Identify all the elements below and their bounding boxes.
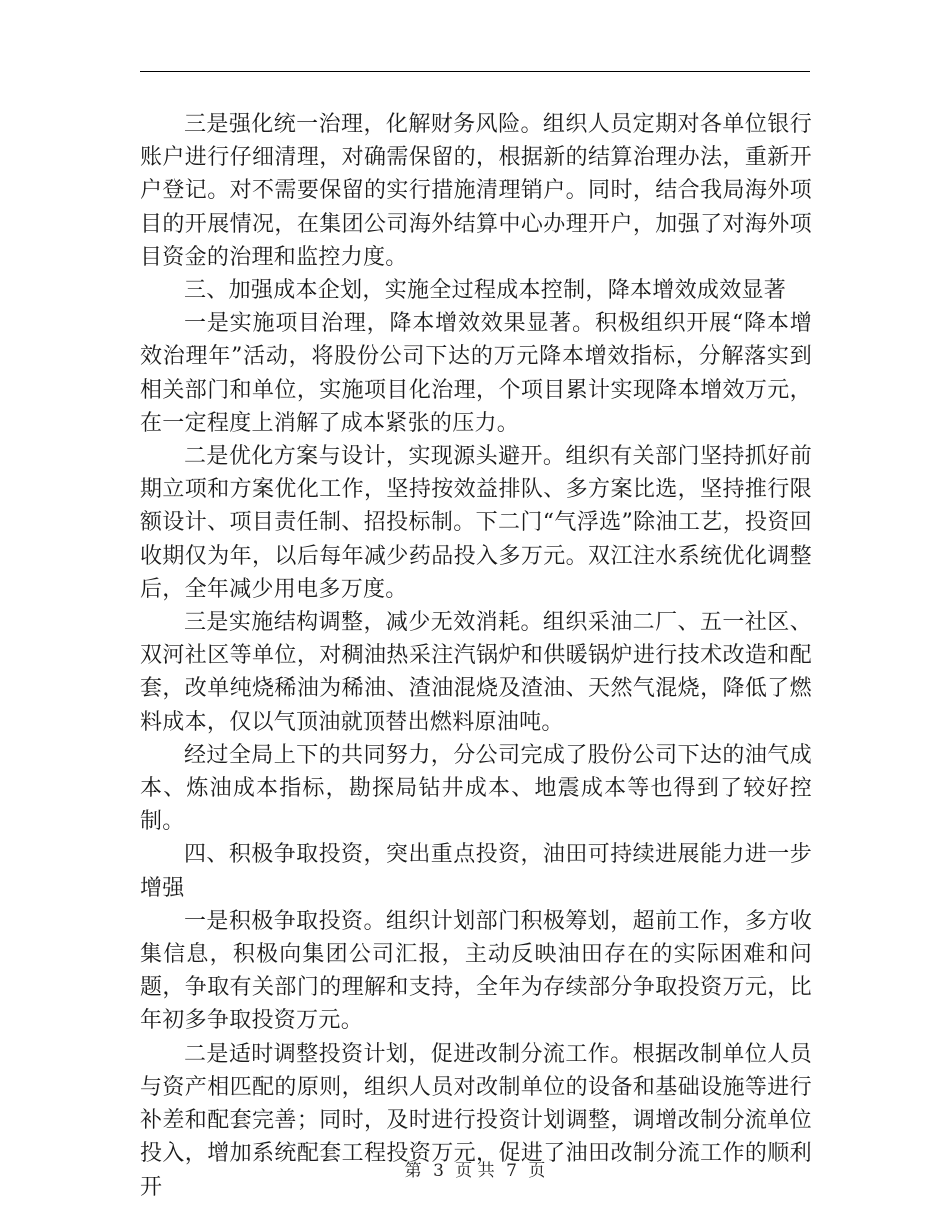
footer-middle: 页 共 (455, 1161, 495, 1181)
current-page-number: 3 (433, 1161, 444, 1181)
footer-suffix: 页 (528, 1161, 546, 1181)
section-heading-investment: 四、积极争取投资，突出重点投资，油田可持续进展能力进一步增强 (140, 842, 812, 901)
paragraph-summary: 经过全局上下的共同努力，分公司完成了股份公司下达的油气成本、炼油成本指标，勘探局钻井成本、地震成本等也得到了较好控制。 (140, 742, 812, 835)
paragraph-project-management: 一是实施项目治理，降本增效效果显著。积极组织开展“降本增效治理年”活动，将股份公司下达的万元降本增效指标，分解落实到相关部门和单位，实施项目化治理，个项目累计实现降本增效万元，在一定程度上消解了成本紧张的压力。 (140, 311, 812, 436)
total-page-count: 7 (506, 1161, 517, 1181)
section-heading-cost-control: 三、加强成本企划，实施全过程成本控制，降本增效成效显著 (184, 278, 787, 304)
paragraph-structure-adjustment: 三是实施结构调整，减少无效消耗。组织采油二厂、五一社区、双河社区等单位，对稠油热采注汽锅炉和供暖锅炉进行技术改造和配套，改单纯烧稀油为稀油、渣油混烧及渣油、天然气混烧，降低了燃料成本，仅以气顶油就顶替出燃料原油吨。 (140, 610, 812, 735)
header-rule (140, 71, 810, 72)
page-footer (0, 1156, 950, 1181)
document-body (140, 108, 812, 1204)
paragraph-design-optimization: 二是优化方案与设计，实现源头避开。组织有关部门坚持抓好前期立项和方案优化工作，坚持按效益排队、多方案比选，坚持推行限额设计、项目责任制、招投标制。下二门“气浮选”除油工艺，投资回收期仅为年，以后每年减少药品投入多万元。双江注水系统优化调整后，全年减少用电多万度。 (140, 444, 812, 602)
paragraph-finance-risk: 三是强化统一治理，化解财务风险。组织人员定期对各单位银行账户进行仔细清理，对确需保留的，根据新的结算治理办法，重新开户登记。对不需要保留的实行措施清理销户。同时，结合我局海外项目的开展情况，在集团公司海外结算中心办理开户，加强了对海外项目资金的治理和监控力度。 (140, 112, 812, 270)
footer-prefix: 第 (404, 1161, 422, 1181)
paragraph-adjust-plan: 二是适时调整投资计划，促进改制分流工作。根据改制单位人员与资产相匹配的原则，组织人员对改制单位的设备和基础设施等进行补差和配套完善；同时，及时进行投资计划调整，调增改制分流单位投入，增加系统配套工程投资万元，促进了油田改制分流工作的顺利开 (140, 1041, 812, 1200)
paragraph-seek-investment: 一是积极争取投资。组织计划部门积极筹划，超前工作，多方收集信息，积极向集团公司汇报，主动反映油田存在的实际困难和问题，争取有关部门的理解和支持，全年为存续部分争取投资万元，比年初多争取投资万元。 (140, 908, 812, 1034)
